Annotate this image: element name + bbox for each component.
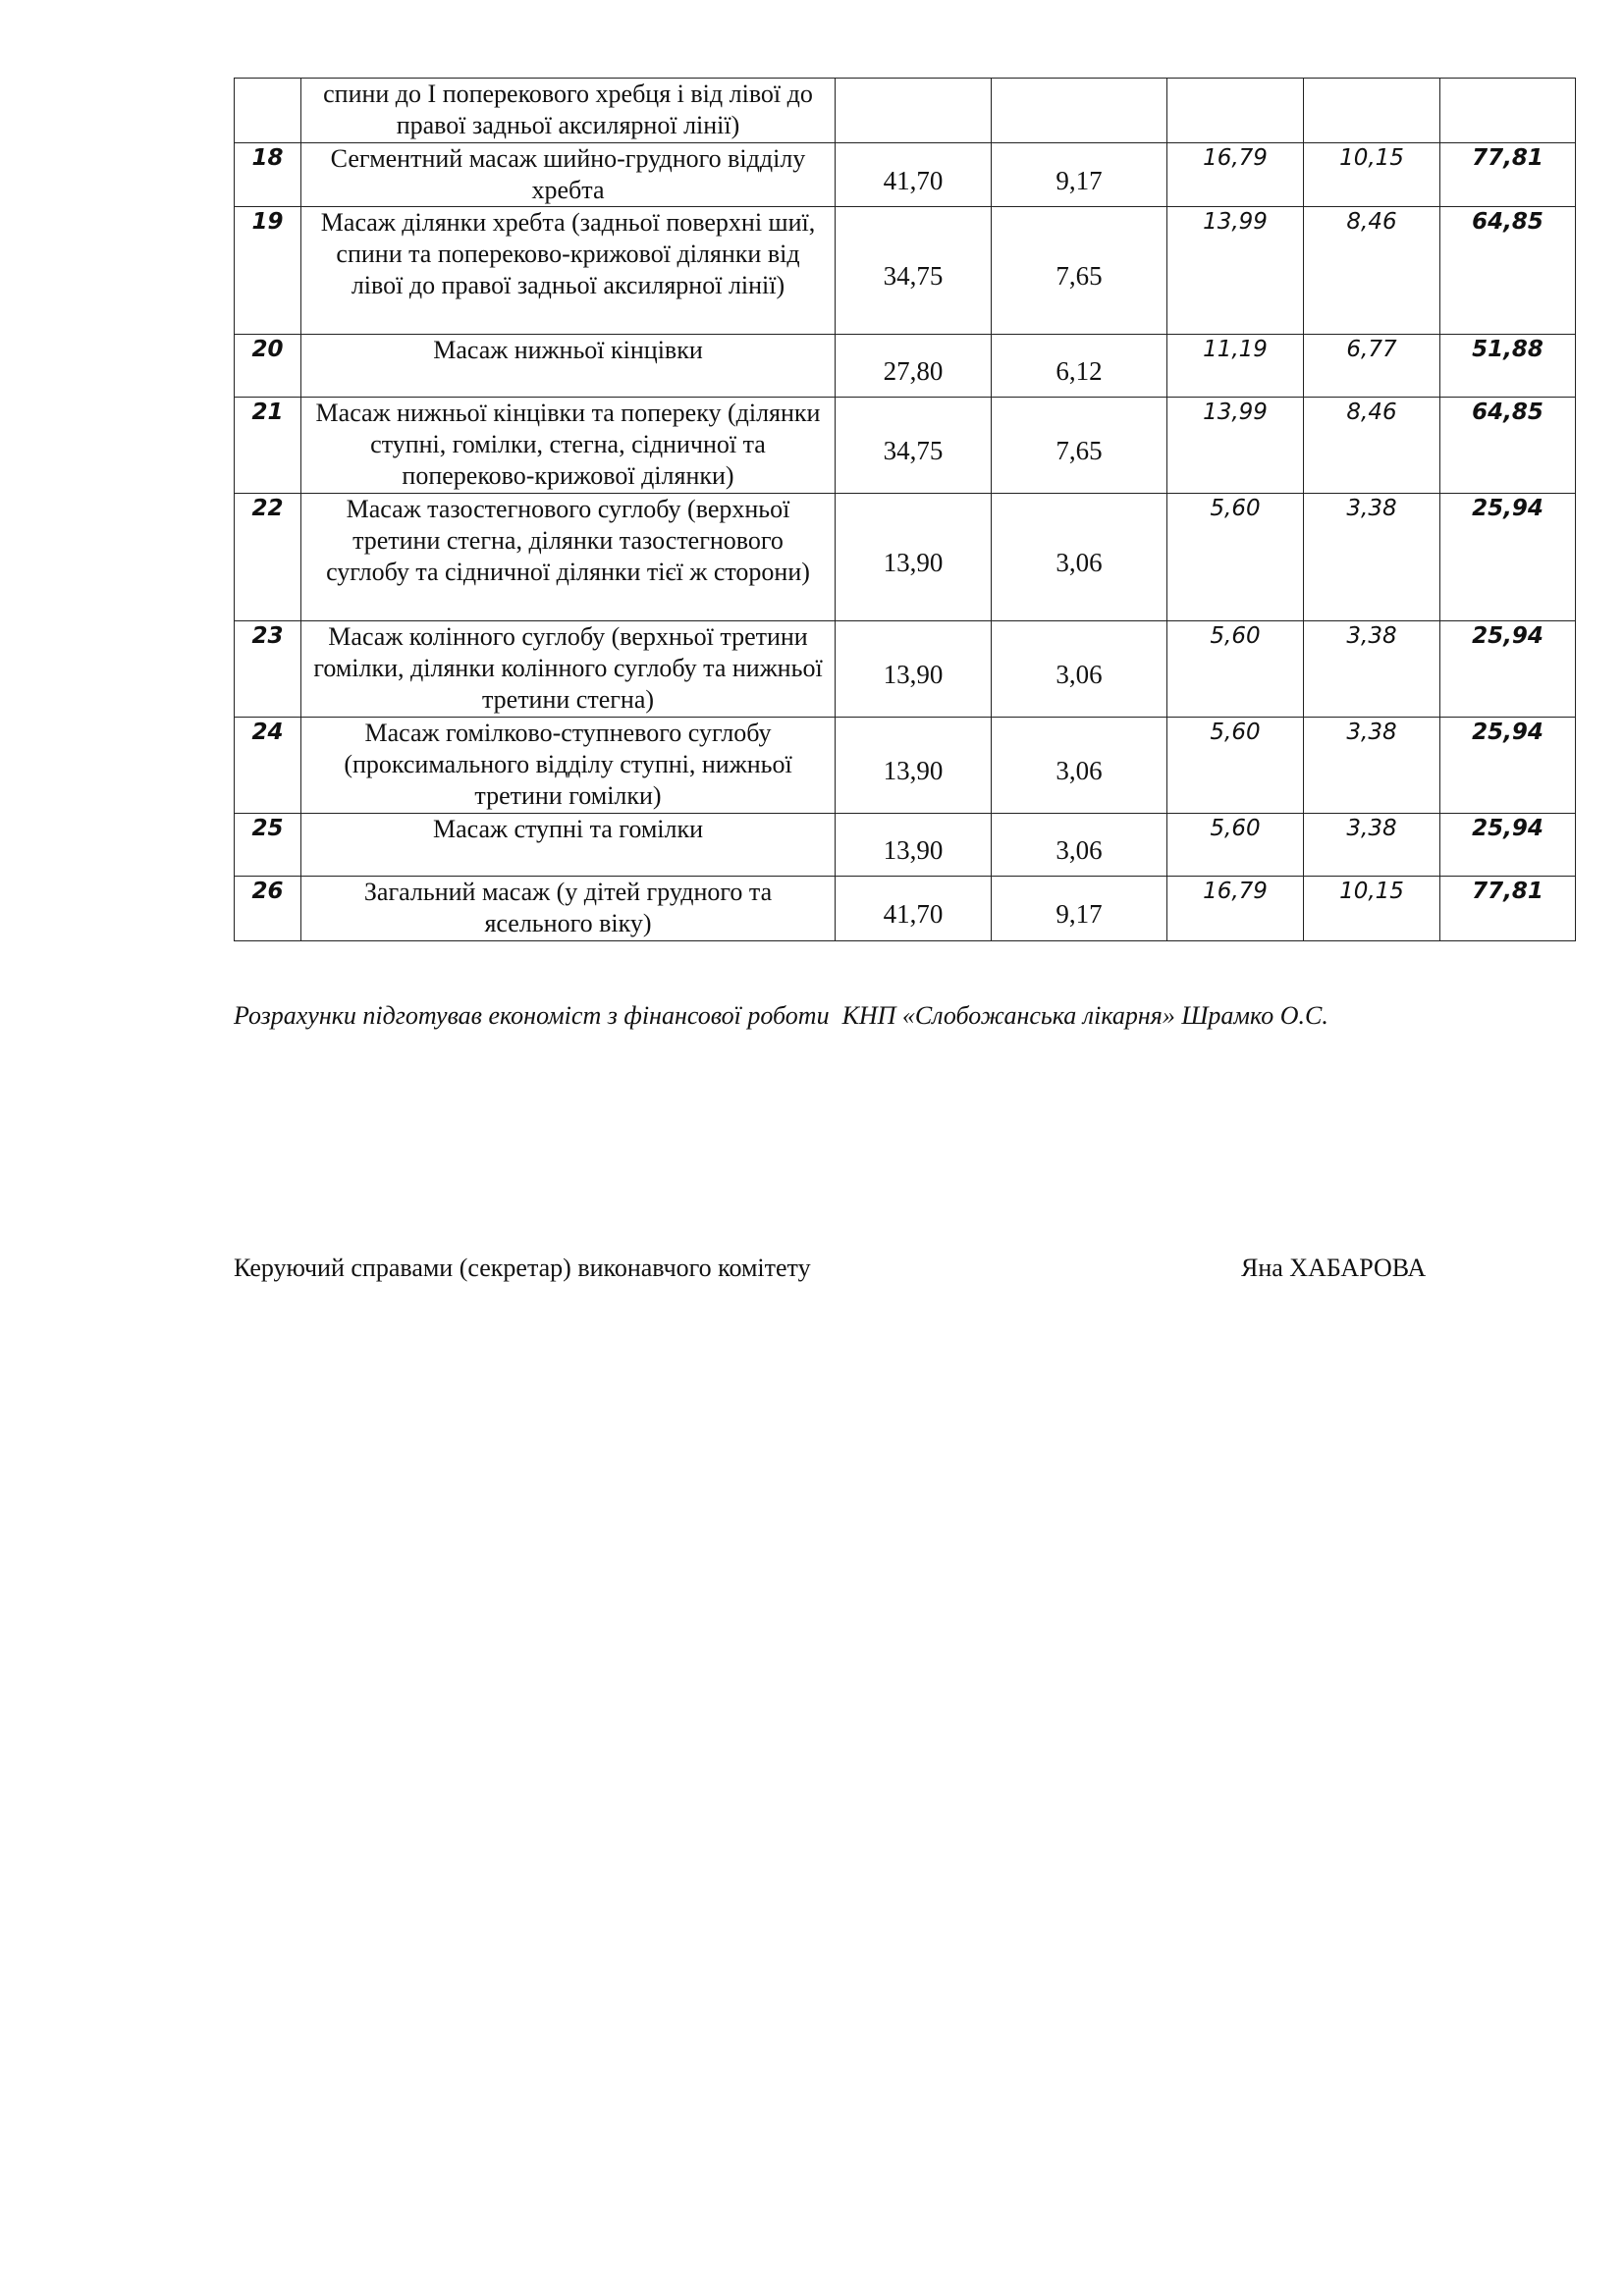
row-number: 22 [235, 494, 301, 621]
cell-value-4: 8,46 [1304, 207, 1440, 335]
cell-value-2: 7,65 [992, 398, 1167, 494]
cell-value-4: 3,38 [1304, 814, 1440, 877]
service-name: Масаж колінного суглобу (верхньої третини гомілки, ділянки колінного суглобу та нижньої третини стегна) [301, 621, 836, 718]
cell-value-4 [1304, 79, 1440, 143]
table-body [235, 79, 1576, 941]
signatory-role: Керуючий справами (секретар) виконавчого комітету [234, 1254, 811, 1282]
row-number: 21 [235, 398, 301, 494]
cell-value-3: 11,19 [1167, 335, 1304, 398]
service-name: Масаж гомілково-ступневого суглобу (проксимального відділу ступні, нижньої третини гомілки) [301, 718, 836, 814]
row-number: 23 [235, 621, 301, 718]
cell-value-2: 7,65 [992, 207, 1167, 335]
row-number [235, 79, 301, 143]
cell-value-2: 3,06 [992, 718, 1167, 814]
service-name: Загальний масаж (у дітей грудного та ясельного віку) [301, 877, 836, 941]
cell-value-2: 3,06 [992, 621, 1167, 718]
table-row [235, 398, 1576, 494]
cell-value-3: 16,79 [1167, 143, 1304, 207]
cell-value-4: 6,77 [1304, 335, 1440, 398]
service-name: Масаж ступні та гомілки [301, 814, 836, 877]
cell-value-1: 41,70 [836, 877, 992, 941]
row-number: 19 [235, 207, 301, 335]
cell-value-4: 3,38 [1304, 621, 1440, 718]
service-name: Масаж тазостегнового суглобу (верхньої третини стегна, ділянки тазостегнового суглобу та сідничної ділянки тієї ж сторони) [301, 494, 836, 621]
prepared-by-note: Розрахунки підготував економіст з фінансової роботи КНП «Слобожанська лікарня» Шрамко О.С. [234, 1001, 1328, 1030]
cell-value-2 [992, 79, 1167, 143]
cell-value-1: 13,90 [836, 621, 992, 718]
cell-value-1: 34,75 [836, 207, 992, 335]
cell-value-1: 13,90 [836, 494, 992, 621]
cell-total: 25,94 [1440, 621, 1576, 718]
service-name: Масаж нижньої кінцівки [301, 335, 836, 398]
price-table [234, 78, 1576, 941]
table-row [235, 143, 1576, 207]
table-row [235, 877, 1576, 941]
cell-total: 51,88 [1440, 335, 1576, 398]
cell-value-1: 34,75 [836, 398, 992, 494]
table-row [235, 718, 1576, 814]
cell-value-3: 5,60 [1167, 718, 1304, 814]
table-row [235, 621, 1576, 718]
cell-value-2: 3,06 [992, 494, 1167, 621]
cell-value-3 [1167, 79, 1304, 143]
cell-total: 25,94 [1440, 814, 1576, 877]
cell-value-3: 13,99 [1167, 398, 1304, 494]
table-row [235, 335, 1576, 398]
cell-value-1: 27,80 [836, 335, 992, 398]
cell-value-4: 8,46 [1304, 398, 1440, 494]
cell-value-3: 16,79 [1167, 877, 1304, 941]
cell-value-3: 5,60 [1167, 494, 1304, 621]
cell-total: 25,94 [1440, 494, 1576, 621]
cell-total: 25,94 [1440, 718, 1576, 814]
cell-value-1 [836, 79, 992, 143]
cell-value-2: 6,12 [992, 335, 1167, 398]
cell-value-4: 3,38 [1304, 718, 1440, 814]
cell-total: 64,85 [1440, 398, 1576, 494]
cell-total [1440, 79, 1576, 143]
cell-total: 77,81 [1440, 877, 1576, 941]
row-number: 25 [235, 814, 301, 877]
service-name: спини до І поперекового хребця і від лівої до правої задньої аксилярної лінії) [301, 79, 836, 143]
service-name: Сегментний масаж шийно-грудного відділу хребта [301, 143, 836, 207]
cell-value-1: 41,70 [836, 143, 992, 207]
cell-value-3: 13,99 [1167, 207, 1304, 335]
cell-value-1: 13,90 [836, 718, 992, 814]
cell-value-4: 10,15 [1304, 143, 1440, 207]
cell-total: 64,85 [1440, 207, 1576, 335]
cell-total: 77,81 [1440, 143, 1576, 207]
table-row [235, 207, 1576, 335]
row-number: 24 [235, 718, 301, 814]
service-name: Масаж ділянки хребта (задньої поверхні шиї, спини та попереково-крижової ділянки від лівої до правої задньої аксилярної лінії) [301, 207, 836, 335]
table-row [235, 494, 1576, 621]
cell-value-4: 3,38 [1304, 494, 1440, 621]
cell-value-3: 5,60 [1167, 621, 1304, 718]
cell-value-2: 3,06 [992, 814, 1167, 877]
row-number: 20 [235, 335, 301, 398]
row-number: 18 [235, 143, 301, 207]
row-number: 26 [235, 877, 301, 941]
service-name: Масаж нижньої кінцівки та попереку (ділянки ступні, гомілки, стегна, сідничної та попереково-крижової ділянки) [301, 398, 836, 494]
table-row [235, 79, 1576, 143]
signatory-name: Яна ХАБАРОВА [1241, 1254, 1427, 1282]
cell-value-3: 5,60 [1167, 814, 1304, 877]
table-row [235, 814, 1576, 877]
cell-value-2: 9,17 [992, 143, 1167, 207]
cell-value-1: 13,90 [836, 814, 992, 877]
cell-value-2: 9,17 [992, 877, 1167, 941]
cell-value-4: 10,15 [1304, 877, 1440, 941]
